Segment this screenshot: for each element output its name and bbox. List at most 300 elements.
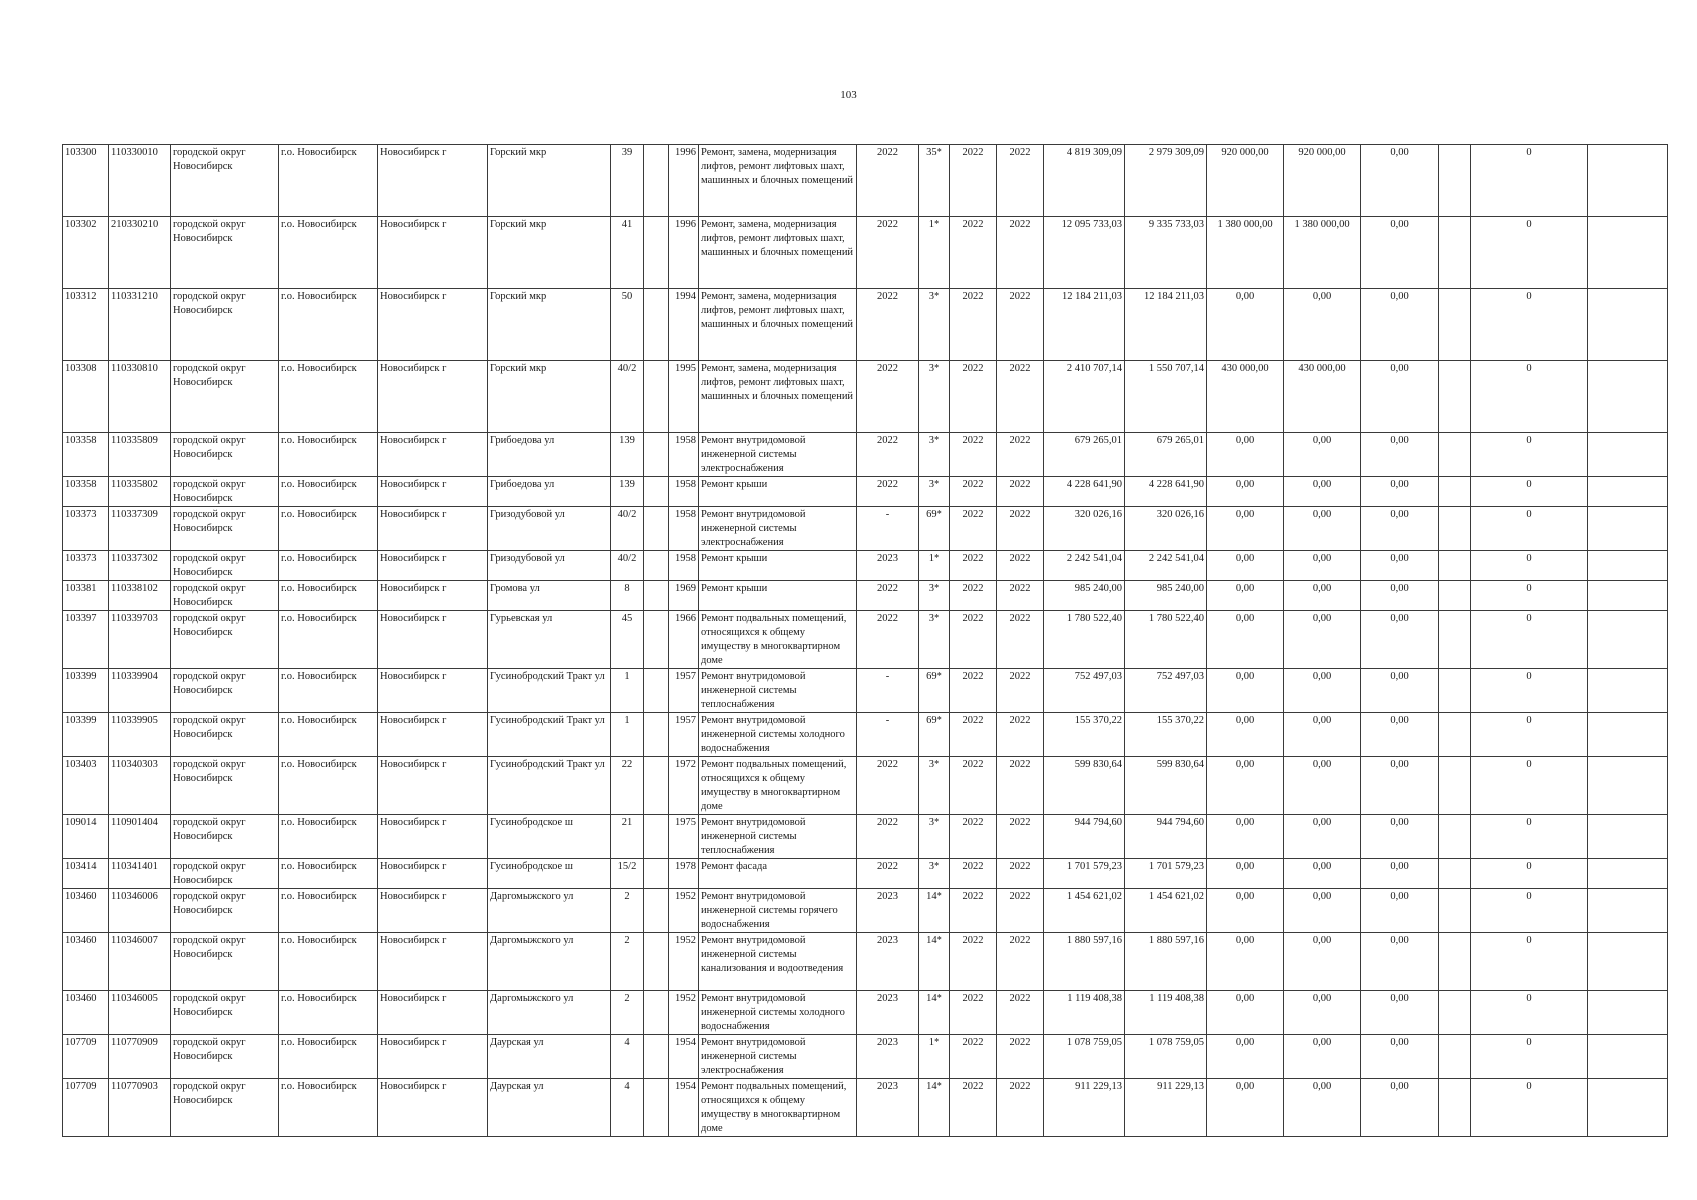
cell-settlement: Новосибирск г: [378, 289, 488, 361]
cell-work-type: Ремонт подвальных помещений, относящихся к общему имуществу в многоквартирном доме: [699, 1079, 857, 1137]
cell-start-year: 2022: [950, 507, 997, 551]
cell-house-letter: [644, 145, 669, 217]
cell-municipality: городской округ Новосибирск: [171, 1035, 279, 1079]
cell-budget-cost: 0,00: [1207, 611, 1284, 669]
cell-start-year: 2022: [950, 815, 997, 859]
cell-registry-id: 103373: [63, 551, 109, 581]
table-row: [63, 581, 1668, 611]
cell-registry-id: 103460: [63, 991, 109, 1035]
cell-street: Гризодубовой ул: [488, 551, 611, 581]
cell-street: Горский мкр: [488, 289, 611, 361]
table-row: [63, 361, 1668, 433]
cell-settlement: Новосибирск г: [378, 581, 488, 611]
cell-plan-year: 2022: [857, 859, 919, 889]
cell-end-year: 2022: [997, 991, 1044, 1035]
cell-end-year: 2022: [997, 1035, 1044, 1079]
cell-extra-col: [1439, 815, 1471, 859]
cell-extra-col: [1439, 145, 1471, 217]
page-number: 103: [840, 89, 857, 101]
cell-last-col: [1588, 433, 1668, 477]
cell-zero-flag: 0: [1471, 551, 1588, 581]
cell-build-year: 1996: [669, 217, 699, 289]
table-row: [63, 507, 1668, 551]
cell-total-cost: 1 454 621,02: [1044, 889, 1125, 933]
cell-settlement: Новосибирск г: [378, 859, 488, 889]
table-row: [63, 217, 1668, 289]
cell-house-number: 40/2: [611, 507, 644, 551]
cell-total-cost: 320 026,16: [1044, 507, 1125, 551]
cell-end-year: 2022: [997, 713, 1044, 757]
cell-total-cost: 911 229,13: [1044, 1079, 1125, 1137]
cell-municipality: городской округ Новосибирск: [171, 145, 279, 217]
cell-house-code: 110770909: [109, 1035, 171, 1079]
cell-owners-cost: 0,00: [1361, 815, 1439, 859]
cell-end-year: 2022: [997, 289, 1044, 361]
cell-street: Даргомыжского ул: [488, 889, 611, 933]
cell-total-cost: 1 701 579,23: [1044, 859, 1125, 889]
cell-fund-cost: 1 454 621,02: [1125, 889, 1207, 933]
cell-budget-cost: 0,00: [1207, 289, 1284, 361]
cell-end-year: 2022: [997, 551, 1044, 581]
cell-plan-year: 2022: [857, 611, 919, 669]
cell-total-cost: 944 794,60: [1044, 815, 1125, 859]
cell-fund-cost: 1 550 707,14: [1125, 361, 1207, 433]
cell-municipality-short: г.о. Новосибирск: [279, 217, 378, 289]
cell-municipality: городской округ Новосибирск: [171, 217, 279, 289]
cell-extra-col: [1439, 361, 1471, 433]
cell-house-letter: [644, 669, 669, 713]
cell-settlement: Новосибирск г: [378, 1079, 488, 1137]
cell-house-code: 210330210: [109, 217, 171, 289]
cell-basis-note: 3*: [919, 361, 950, 433]
cell-last-col: [1588, 933, 1668, 991]
cell-owners-cost: 0,00: [1361, 713, 1439, 757]
cell-end-year: 2022: [997, 859, 1044, 889]
cell-total-cost: 2 242 541,04: [1044, 551, 1125, 581]
cell-municipality-short: г.о. Новосибирск: [279, 551, 378, 581]
cell-settlement: Новосибирск г: [378, 433, 488, 477]
cell-registry-id: 103358: [63, 477, 109, 507]
cell-last-col: [1588, 361, 1668, 433]
cell-municipality-short: г.о. Новосибирск: [279, 1035, 378, 1079]
cell-plan-year: 2022: [857, 581, 919, 611]
cell-registry-id: 107709: [63, 1035, 109, 1079]
cell-house-number: 50: [611, 289, 644, 361]
cell-municipality-short: г.о. Новосибирск: [279, 757, 378, 815]
cell-start-year: 2022: [950, 859, 997, 889]
cell-municipality: городской округ Новосибирск: [171, 361, 279, 433]
cell-build-year: 1995: [669, 361, 699, 433]
cell-street: Горский мкр: [488, 217, 611, 289]
cell-total-cost: 1 078 759,05: [1044, 1035, 1125, 1079]
cell-build-year: 1966: [669, 611, 699, 669]
cell-registry-id: 103399: [63, 669, 109, 713]
cell-owners-cost: 0,00: [1361, 1035, 1439, 1079]
cell-extra-col: [1439, 859, 1471, 889]
cell-end-year: 2022: [997, 815, 1044, 859]
cell-start-year: 2022: [950, 933, 997, 991]
cell-house-number: 22: [611, 757, 644, 815]
cell-start-year: 2022: [950, 145, 997, 217]
cell-fund-cost: 1 119 408,38: [1125, 991, 1207, 1035]
cell-budget-subsidy: 0,00: [1284, 507, 1361, 551]
cell-fund-cost: 599 830,64: [1125, 757, 1207, 815]
cell-budget-cost: 430 000,00: [1207, 361, 1284, 433]
cell-municipality: городской округ Новосибирск: [171, 433, 279, 477]
cell-registry-id: 103358: [63, 433, 109, 477]
cell-work-type: Ремонт крыши: [699, 581, 857, 611]
cell-settlement: Новосибирск г: [378, 889, 488, 933]
table-row: [63, 933, 1668, 991]
cell-fund-cost: 2 242 541,04: [1125, 551, 1207, 581]
cell-owners-cost: 0,00: [1361, 289, 1439, 361]
cell-zero-flag: 0: [1471, 815, 1588, 859]
cell-street: Грибоедова ул: [488, 433, 611, 477]
cell-start-year: 2022: [950, 1035, 997, 1079]
cell-end-year: 2022: [997, 1079, 1044, 1137]
cell-work-type: Ремонт, замена, модернизация лифтов, ремонт лифтовых шахт, машинных и блочных помещений: [699, 217, 857, 289]
cell-fund-cost: 1 880 597,16: [1125, 933, 1207, 991]
cell-total-cost: 1 880 597,16: [1044, 933, 1125, 991]
cell-street: Даргомыжского ул: [488, 991, 611, 1035]
cell-settlement: Новосибирск г: [378, 551, 488, 581]
cell-extra-col: [1439, 217, 1471, 289]
cell-house-letter: [644, 217, 669, 289]
cell-settlement: Новосибирск г: [378, 713, 488, 757]
cell-basis-note: 3*: [919, 815, 950, 859]
cell-registry-id: 103460: [63, 933, 109, 991]
cell-house-code: 110338102: [109, 581, 171, 611]
cell-plan-year: 2023: [857, 991, 919, 1035]
cell-house-code: 110339703: [109, 611, 171, 669]
cell-municipality: городской округ Новосибирск: [171, 713, 279, 757]
cell-last-col: [1588, 713, 1668, 757]
table-row: [63, 991, 1668, 1035]
table-row: [63, 145, 1668, 217]
cell-budget-cost: 0,00: [1207, 859, 1284, 889]
cell-last-col: [1588, 581, 1668, 611]
cell-street: Гусинобродское ш: [488, 815, 611, 859]
cell-house-code: 110331210: [109, 289, 171, 361]
cell-fund-cost: 320 026,16: [1125, 507, 1207, 551]
capital-repair-register-table: [62, 144, 1668, 1137]
cell-budget-subsidy: 0,00: [1284, 669, 1361, 713]
cell-settlement: Новосибирск г: [378, 815, 488, 859]
cell-registry-id: 103397: [63, 611, 109, 669]
cell-budget-subsidy: 0,00: [1284, 815, 1361, 859]
cell-budget-subsidy: 0,00: [1284, 991, 1361, 1035]
cell-zero-flag: 0: [1471, 581, 1588, 611]
cell-municipality: городской округ Новосибирск: [171, 933, 279, 991]
cell-build-year: 1954: [669, 1079, 699, 1137]
cell-budget-cost: 0,00: [1207, 757, 1284, 815]
cell-build-year: 1958: [669, 507, 699, 551]
cell-fund-cost: 9 335 733,03: [1125, 217, 1207, 289]
cell-build-year: 1957: [669, 713, 699, 757]
cell-basis-note: 3*: [919, 757, 950, 815]
cell-work-type: Ремонт, замена, модернизация лифтов, ремонт лифтовых шахт, машинных и блочных помещений: [699, 361, 857, 433]
cell-last-col: [1588, 217, 1668, 289]
cell-street: Гусинобродский Тракт ул: [488, 669, 611, 713]
cell-registry-id: 103381: [63, 581, 109, 611]
cell-owners-cost: 0,00: [1361, 889, 1439, 933]
cell-plan-year: 2023: [857, 933, 919, 991]
cell-plan-year: 2022: [857, 477, 919, 507]
cell-work-type: Ремонт крыши: [699, 477, 857, 507]
cell-street: Грибоедова ул: [488, 477, 611, 507]
cell-last-col: [1588, 611, 1668, 669]
cell-end-year: 2022: [997, 933, 1044, 991]
cell-build-year: 1952: [669, 933, 699, 991]
cell-work-type: Ремонт, замена, модернизация лифтов, ремонт лифтовых шахт, машинных и блочных помещений: [699, 145, 857, 217]
cell-owners-cost: 0,00: [1361, 507, 1439, 551]
cell-start-year: 2022: [950, 551, 997, 581]
cell-street: Даурская ул: [488, 1035, 611, 1079]
cell-budget-cost: 0,00: [1207, 551, 1284, 581]
cell-settlement: Новосибирск г: [378, 611, 488, 669]
cell-plan-year: -: [857, 669, 919, 713]
cell-start-year: 2022: [950, 669, 997, 713]
cell-build-year: 1975: [669, 815, 699, 859]
cell-municipality-short: г.о. Новосибирск: [279, 289, 378, 361]
cell-budget-subsidy: 0,00: [1284, 1079, 1361, 1137]
cell-municipality-short: г.о. Новосибирск: [279, 1079, 378, 1137]
cell-house-number: 45: [611, 611, 644, 669]
cell-fund-cost: 4 228 641,90: [1125, 477, 1207, 507]
cell-zero-flag: 0: [1471, 1035, 1588, 1079]
cell-extra-col: [1439, 889, 1471, 933]
cell-extra-col: [1439, 477, 1471, 507]
cell-work-type: Ремонт внутридомовой инженерной системы канализования и водоотведения: [699, 933, 857, 991]
cell-extra-col: [1439, 289, 1471, 361]
cell-house-letter: [644, 933, 669, 991]
cell-zero-flag: 0: [1471, 217, 1588, 289]
cell-total-cost: 12 095 733,03: [1044, 217, 1125, 289]
cell-owners-cost: 0,00: [1361, 933, 1439, 991]
cell-owners-cost: 0,00: [1361, 669, 1439, 713]
cell-house-number: 40/2: [611, 551, 644, 581]
cell-start-year: 2022: [950, 991, 997, 1035]
cell-total-cost: 1 119 408,38: [1044, 991, 1125, 1035]
cell-municipality: городской округ Новосибирск: [171, 889, 279, 933]
cell-street: Даргомыжского ул: [488, 933, 611, 991]
cell-zero-flag: 0: [1471, 507, 1588, 551]
cell-owners-cost: 0,00: [1361, 361, 1439, 433]
cell-budget-subsidy: 0,00: [1284, 581, 1361, 611]
cell-total-cost: 752 497,03: [1044, 669, 1125, 713]
cell-work-type: Ремонт внутридомовой инженерной системы электроснабжения: [699, 507, 857, 551]
cell-budget-subsidy: 0,00: [1284, 757, 1361, 815]
cell-street: Гусинобродское ш: [488, 859, 611, 889]
cell-house-number: 4: [611, 1079, 644, 1137]
cell-budget-subsidy: 0,00: [1284, 1035, 1361, 1079]
cell-municipality-short: г.о. Новосибирск: [279, 477, 378, 507]
cell-settlement: Новосибирск г: [378, 1035, 488, 1079]
cell-fund-cost: 911 229,13: [1125, 1079, 1207, 1137]
cell-street: Горский мкр: [488, 145, 611, 217]
cell-zero-flag: 0: [1471, 611, 1588, 669]
cell-last-col: [1588, 1035, 1668, 1079]
cell-extra-col: [1439, 507, 1471, 551]
cell-budget-cost: 0,00: [1207, 433, 1284, 477]
cell-house-letter: [644, 551, 669, 581]
cell-house-letter: [644, 581, 669, 611]
cell-extra-col: [1439, 991, 1471, 1035]
cell-zero-flag: 0: [1471, 669, 1588, 713]
cell-municipality: городской округ Новосибирск: [171, 757, 279, 815]
cell-extra-col: [1439, 611, 1471, 669]
cell-end-year: 2022: [997, 507, 1044, 551]
cell-plan-year: 2023: [857, 1079, 919, 1137]
cell-start-year: 2022: [950, 217, 997, 289]
cell-house-letter: [644, 507, 669, 551]
cell-municipality: городской округ Новосибирск: [171, 859, 279, 889]
cell-zero-flag: 0: [1471, 361, 1588, 433]
cell-registry-id: 103414: [63, 859, 109, 889]
cell-budget-subsidy: 0,00: [1284, 713, 1361, 757]
cell-end-year: 2022: [997, 145, 1044, 217]
cell-house-letter: [644, 289, 669, 361]
cell-total-cost: 1 780 522,40: [1044, 611, 1125, 669]
table-row: [63, 713, 1668, 757]
cell-owners-cost: 0,00: [1361, 757, 1439, 815]
cell-registry-id: 107709: [63, 1079, 109, 1137]
cell-budget-subsidy: 0,00: [1284, 433, 1361, 477]
cell-municipality: городской округ Новосибирск: [171, 815, 279, 859]
cell-house-letter: [644, 889, 669, 933]
cell-owners-cost: 0,00: [1361, 145, 1439, 217]
cell-zero-flag: 0: [1471, 713, 1588, 757]
cell-total-cost: 599 830,64: [1044, 757, 1125, 815]
cell-basis-note: 35*: [919, 145, 950, 217]
cell-house-number: 40/2: [611, 361, 644, 433]
cell-budget-cost: 920 000,00: [1207, 145, 1284, 217]
cell-registry-id: 103300: [63, 145, 109, 217]
cell-house-letter: [644, 361, 669, 433]
cell-house-letter: [644, 433, 669, 477]
cell-budget-cost: 0,00: [1207, 581, 1284, 611]
cell-budget-cost: 0,00: [1207, 889, 1284, 933]
cell-street: Гризодубовой ул: [488, 507, 611, 551]
cell-registry-id: 103302: [63, 217, 109, 289]
cell-budget-subsidy: 1 380 000,00: [1284, 217, 1361, 289]
cell-plan-year: 2022: [857, 289, 919, 361]
cell-work-type: Ремонт подвальных помещений, относящихся к общему имуществу в многоквартирном доме: [699, 757, 857, 815]
cell-total-cost: 4 228 641,90: [1044, 477, 1125, 507]
cell-last-col: [1588, 145, 1668, 217]
cell-fund-cost: 155 370,22: [1125, 713, 1207, 757]
cell-plan-year: -: [857, 507, 919, 551]
table-row: [63, 669, 1668, 713]
cell-plan-year: 2022: [857, 217, 919, 289]
cell-municipality-short: г.о. Новосибирск: [279, 611, 378, 669]
cell-budget-subsidy: 920 000,00: [1284, 145, 1361, 217]
table-row: [63, 1079, 1668, 1137]
cell-municipality: городской округ Новосибирск: [171, 289, 279, 361]
table-row: [63, 433, 1668, 477]
cell-house-number: 8: [611, 581, 644, 611]
cell-zero-flag: 0: [1471, 1079, 1588, 1137]
cell-owners-cost: 0,00: [1361, 859, 1439, 889]
cell-municipality-short: г.о. Новосибирск: [279, 361, 378, 433]
cell-registry-id: 103373: [63, 507, 109, 551]
cell-budget-cost: 0,00: [1207, 1079, 1284, 1137]
cell-municipality: городской округ Новосибирск: [171, 477, 279, 507]
cell-house-code: 110335809: [109, 433, 171, 477]
cell-work-type: Ремонт внутридомовой инженерной системы холодного водоснабжения: [699, 991, 857, 1035]
table-row: [63, 859, 1668, 889]
cell-municipality: городской округ Новосибирск: [171, 1079, 279, 1137]
cell-house-number: 2: [611, 889, 644, 933]
cell-budget-cost: 0,00: [1207, 991, 1284, 1035]
cell-municipality-short: г.о. Новосибирск: [279, 145, 378, 217]
cell-owners-cost: 0,00: [1361, 551, 1439, 581]
cell-municipality-short: г.о. Новосибирск: [279, 859, 378, 889]
cell-owners-cost: 0,00: [1361, 1079, 1439, 1137]
table-row: [63, 611, 1668, 669]
cell-house-number: 41: [611, 217, 644, 289]
cell-build-year: 1958: [669, 433, 699, 477]
cell-owners-cost: 0,00: [1361, 217, 1439, 289]
cell-fund-cost: 985 240,00: [1125, 581, 1207, 611]
cell-municipality: городской округ Новосибирск: [171, 991, 279, 1035]
cell-total-cost: 155 370,22: [1044, 713, 1125, 757]
cell-house-number: 21: [611, 815, 644, 859]
cell-fund-cost: 2 979 309,09: [1125, 145, 1207, 217]
cell-house-number: 39: [611, 145, 644, 217]
cell-house-code: 110339904: [109, 669, 171, 713]
cell-start-year: 2022: [950, 713, 997, 757]
cell-budget-cost: 0,00: [1207, 1035, 1284, 1079]
cell-municipality-short: г.о. Новосибирск: [279, 713, 378, 757]
cell-end-year: 2022: [997, 433, 1044, 477]
cell-build-year: 1969: [669, 581, 699, 611]
cell-build-year: 1996: [669, 145, 699, 217]
cell-municipality-short: г.о. Новосибирск: [279, 433, 378, 477]
cell-end-year: 2022: [997, 581, 1044, 611]
cell-last-col: [1588, 551, 1668, 581]
cell-build-year: 1954: [669, 1035, 699, 1079]
cell-settlement: Новосибирск г: [378, 991, 488, 1035]
cell-house-code: 110330010: [109, 145, 171, 217]
cell-settlement: Новосибирск г: [378, 217, 488, 289]
cell-plan-year: 2023: [857, 1035, 919, 1079]
table-row: [63, 889, 1668, 933]
cell-municipality-short: г.о. Новосибирск: [279, 889, 378, 933]
cell-total-cost: 2 410 707,14: [1044, 361, 1125, 433]
cell-house-letter: [644, 713, 669, 757]
cell-fund-cost: 1 078 759,05: [1125, 1035, 1207, 1079]
cell-municipality-short: г.о. Новосибирск: [279, 507, 378, 551]
cell-build-year: 1978: [669, 859, 699, 889]
cell-house-number: 4: [611, 1035, 644, 1079]
cell-street: Гурьевская ул: [488, 611, 611, 669]
cell-plan-year: 2022: [857, 361, 919, 433]
cell-house-letter: [644, 1079, 669, 1137]
cell-fund-cost: 1 701 579,23: [1125, 859, 1207, 889]
cell-settlement: Новосибирск г: [378, 757, 488, 815]
cell-last-col: [1588, 289, 1668, 361]
cell-street: Гусинобродский Тракт ул: [488, 757, 611, 815]
cell-budget-subsidy: 0,00: [1284, 933, 1361, 991]
cell-total-cost: 679 265,01: [1044, 433, 1125, 477]
cell-build-year: 1952: [669, 991, 699, 1035]
cell-basis-note: 14*: [919, 991, 950, 1035]
cell-build-year: 1957: [669, 669, 699, 713]
cell-zero-flag: 0: [1471, 991, 1588, 1035]
cell-work-type: Ремонт внутридомовой инженерной системы теплоснабжения: [699, 815, 857, 859]
table-row: [63, 289, 1668, 361]
